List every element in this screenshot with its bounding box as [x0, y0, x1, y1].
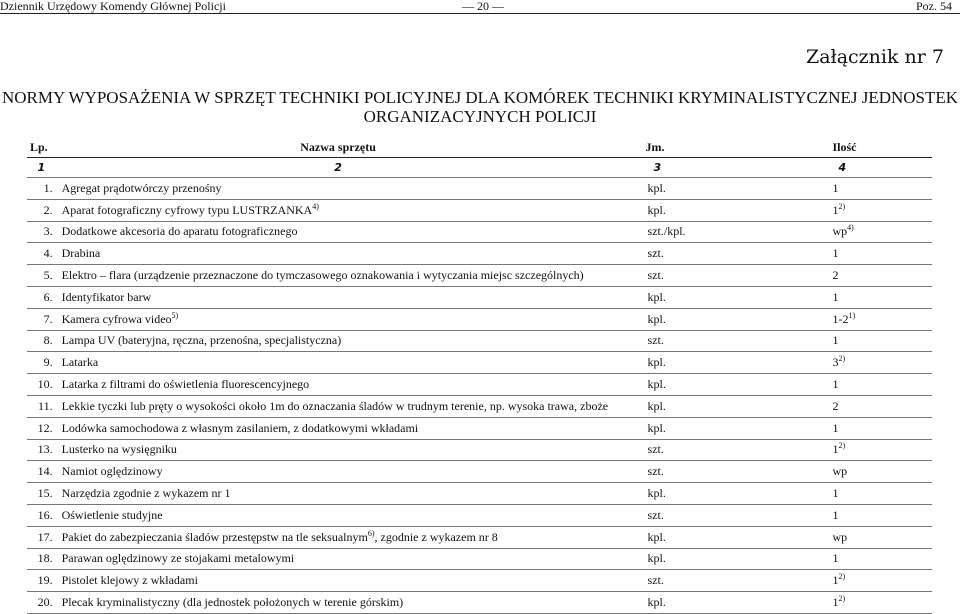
- row-name: Identyfikator barw: [61, 289, 152, 304]
- row-unit: kpl.: [618, 374, 731, 396]
- footnote-ref: 4): [312, 201, 319, 211]
- row-name-cell: [56, 504, 618, 526]
- row-lp: 7.: [27, 308, 56, 330]
- row-name: Lampa UV (bateryjna, ręczna, przenośna, specjalistyczna): [61, 333, 342, 348]
- column-numbers-row: [27, 158, 932, 178]
- row-lp: 5.: [27, 265, 56, 287]
- row-qty-cell: [730, 199, 932, 221]
- row-unit: szt.: [618, 439, 731, 461]
- table-row: [27, 461, 932, 483]
- row-lp: 2.: [27, 199, 56, 221]
- table-row: [27, 395, 932, 417]
- row-qty-cell: [730, 439, 932, 461]
- table-row: [27, 178, 932, 200]
- column-number: 3: [618, 158, 731, 178]
- table-row: [27, 417, 932, 439]
- row-lp: 20.: [27, 592, 56, 614]
- table-row: [27, 352, 932, 374]
- table-row: [27, 330, 932, 352]
- row-name-cell: [56, 178, 618, 200]
- row-unit: kpl.: [618, 199, 731, 221]
- table-row: [27, 221, 932, 243]
- row-name-cell: [56, 439, 618, 461]
- table-row: [27, 265, 932, 287]
- row-lp: 13.: [27, 439, 56, 461]
- row-unit: kpl.: [618, 592, 731, 614]
- position-number: Poz. 54: [916, 0, 952, 13]
- row-name: Pakiet do zabezpieczania śladów przestępstw na tle seksualnym: [61, 529, 368, 544]
- row-name-cell: [56, 417, 618, 439]
- row-name: Dodatkowe akcesoria do aparatu fotograficznego: [61, 224, 298, 239]
- row-qty: 1: [832, 507, 839, 522]
- row-qty: 1: [832, 246, 839, 261]
- row-name: Elektro – flara (urządzenie przeznaczone do tymczasowego oznakowania i wytyczania miejsc szczególnych): [61, 268, 584, 283]
- row-qty: 1: [832, 486, 839, 501]
- row-qty: wp: [832, 464, 848, 479]
- row-lp: 6.: [27, 286, 56, 308]
- row-qty-cell: [730, 504, 932, 526]
- row-qty: 1: [832, 442, 839, 457]
- row-name: Drabina: [61, 246, 101, 261]
- document-title: NORMY WYPOSAŻENIA W SPRZĘT TECHNIKI POLICYJNEJ DLA KOMÓREK TECHNIKI KRYMINALISTYCZNEJ JEDNOSTEK ORGANIZACYJNYCH POLICJI: [1, 88, 959, 126]
- row-unit: kpl.: [618, 548, 731, 570]
- row-unit: kpl.: [618, 483, 731, 505]
- row-name-cell: [56, 548, 618, 570]
- table-row: [27, 526, 932, 548]
- row-unit: szt.: [618, 265, 731, 287]
- footnote-ref: 6): [367, 528, 375, 538]
- journal-title: Dziennik Urzędowy Komendy Głównej Policji: [0, 0, 226, 13]
- table-row: [27, 570, 932, 592]
- row-unit: szt.: [618, 243, 731, 265]
- row-qty-cell: [730, 352, 932, 374]
- header-unit: Jm.: [618, 138, 731, 158]
- row-unit: szt.: [618, 504, 731, 526]
- row-name-cell: [56, 221, 618, 243]
- row-qty: 1-2: [832, 311, 849, 326]
- row-unit: kpl.: [618, 308, 731, 330]
- row-lp: 4.: [27, 243, 56, 265]
- table-row: [27, 483, 932, 505]
- header-divider: [0, 13, 960, 14]
- row-qty: 1: [832, 289, 839, 304]
- row-qty: 1: [832, 551, 839, 566]
- row-qty-cell: [730, 374, 932, 396]
- header-name: Nazwa sprzętu: [56, 138, 618, 158]
- table-row: [27, 374, 932, 396]
- page-header: [0, 0, 960, 14]
- row-lp: 17.: [27, 526, 56, 548]
- row-qty-cell: [730, 570, 932, 592]
- footnote-ref: 5): [171, 310, 179, 320]
- row-lp: 10.: [27, 374, 56, 396]
- row-qty-cell: [730, 395, 932, 417]
- row-qty-cell: [730, 265, 932, 287]
- row-unit: kpl.: [618, 526, 731, 548]
- footnote-ref: 2): [838, 354, 846, 364]
- row-name: Lusterko na wysięgniku: [61, 442, 177, 457]
- row-unit: kpl.: [618, 178, 731, 200]
- row-name: Oświetlenie studyjne: [61, 507, 163, 522]
- row-qty-cell: [730, 526, 932, 548]
- row-name-cell: [56, 592, 618, 614]
- row-qty: 2: [832, 268, 839, 283]
- row-qty: 1: [832, 420, 839, 435]
- header-lp: Lp.: [27, 138, 56, 158]
- row-lp: 1.: [27, 178, 56, 200]
- table-row: [27, 199, 932, 221]
- row-lp: 8.: [27, 330, 56, 352]
- page-number: — 20 —: [462, 0, 504, 13]
- footnote-ref: 4): [847, 223, 854, 233]
- row-lp: 12.: [27, 417, 56, 439]
- table-row: [27, 286, 932, 308]
- row-lp: 15.: [27, 483, 56, 505]
- row-qty: 1: [832, 333, 839, 348]
- row-qty-cell: [730, 592, 932, 614]
- table-row: [27, 308, 932, 330]
- row-qty-cell: [730, 178, 932, 200]
- row-qty: 1: [832, 573, 839, 588]
- row-qty: 1: [832, 180, 839, 195]
- row-lp: 19.: [27, 570, 56, 592]
- row-qty: wp: [832, 224, 848, 239]
- row-name: Pistolet klejowy z wkładami: [61, 573, 198, 588]
- row-name-cell: [56, 330, 618, 352]
- row-unit: kpl.: [618, 286, 731, 308]
- row-unit: kpl.: [618, 417, 731, 439]
- footnote-ref: 2): [838, 572, 846, 582]
- row-name-cell: [56, 352, 618, 374]
- table-header-row: [27, 138, 932, 158]
- row-qty: 2: [832, 398, 839, 413]
- row-name-cell: [56, 199, 618, 221]
- row-name: Lodówka samochodowa z własnym zasilaniem, z dodatkowymi wkładami: [61, 420, 419, 435]
- row-name-cell: [56, 308, 618, 330]
- row-qty: 1: [832, 595, 839, 610]
- row-name: Narzędzia zgodnie z wykazem nr 1: [61, 486, 231, 501]
- row-name-cell: [56, 374, 618, 396]
- table-row: [27, 504, 932, 526]
- row-name-cell: [56, 526, 618, 548]
- row-lp: 18.: [27, 548, 56, 570]
- row-name: Aparat fotograficzny cyfrowy typu LUSTRZANKA: [61, 202, 313, 217]
- row-qty-cell: [730, 286, 932, 308]
- row-unit: szt.: [618, 330, 731, 352]
- footnote-ref: 2): [838, 594, 846, 604]
- equipment-table: [27, 138, 932, 614]
- annex-label: Załącznik nr 7: [806, 46, 944, 68]
- row-lp: 14.: [27, 461, 56, 483]
- footnote-ref: 1): [848, 310, 856, 320]
- header-qty: Ilość: [730, 138, 932, 158]
- row-name-cell: [56, 243, 618, 265]
- row-name: Latarka z filtrami do oświetlenia fluorescencyjnego: [61, 377, 310, 392]
- row-qty: 3: [832, 355, 839, 370]
- row-unit: kpl.: [618, 395, 731, 417]
- row-lp: 16.: [27, 504, 56, 526]
- column-number: 4: [730, 158, 932, 178]
- row-qty-cell: [730, 483, 932, 505]
- row-name: Plecak kryminalistyczny (dla jednostek położonych w terenie górskim): [61, 595, 404, 610]
- row-name-cell: [56, 395, 618, 417]
- row-qty-cell: [730, 221, 932, 243]
- row-name-cell: [56, 570, 618, 592]
- row-name-cell: [56, 286, 618, 308]
- row-qty-cell: [730, 461, 932, 483]
- row-name-cell: [56, 265, 618, 287]
- row-qty: wp: [832, 529, 848, 544]
- row-qty-cell: [730, 548, 932, 570]
- table-row: [27, 548, 932, 570]
- row-lp: 3.: [27, 221, 56, 243]
- row-name: Kamera cyfrowa video: [61, 311, 172, 326]
- row-lp: 9.: [27, 352, 56, 374]
- row-unit: szt.: [618, 570, 731, 592]
- table-row: [27, 592, 932, 614]
- column-number: 1: [27, 158, 56, 178]
- row-qty: 1: [832, 377, 839, 392]
- row-qty-cell: [730, 330, 932, 352]
- row-name-cell: [56, 483, 618, 505]
- row-name: Latarka: [61, 355, 99, 370]
- row-unit: szt./kpl.: [618, 221, 731, 243]
- row-qty-cell: [730, 417, 932, 439]
- row-unit: kpl.: [618, 352, 731, 374]
- footnote-ref: 2): [838, 201, 846, 211]
- row-unit: szt.: [618, 461, 731, 483]
- table-row: [27, 439, 932, 461]
- row-name-cell: [56, 461, 618, 483]
- column-number: 2: [56, 158, 618, 178]
- row-qty-cell: [730, 243, 932, 265]
- table-row: [27, 243, 932, 265]
- row-name-continuation: , zgodnie z wykazem nr 8: [374, 529, 498, 544]
- row-qty-cell: [730, 308, 932, 330]
- row-name: Parawan oględzinowy ze stojakami metalowymi: [61, 551, 295, 566]
- footnote-ref: 2): [838, 441, 846, 451]
- row-lp: 11.: [27, 395, 56, 417]
- row-name: Lekkie tyczki lub pręty o wysokości około 1m do oznaczania śladów w trudnym terenie, np. wysoka trawa, zboże: [61, 398, 609, 413]
- row-name: Namiot oględzinowy: [61, 464, 163, 479]
- row-qty: 1: [832, 202, 839, 217]
- row-name: Agregat prądotwórczy przenośny: [61, 180, 222, 195]
